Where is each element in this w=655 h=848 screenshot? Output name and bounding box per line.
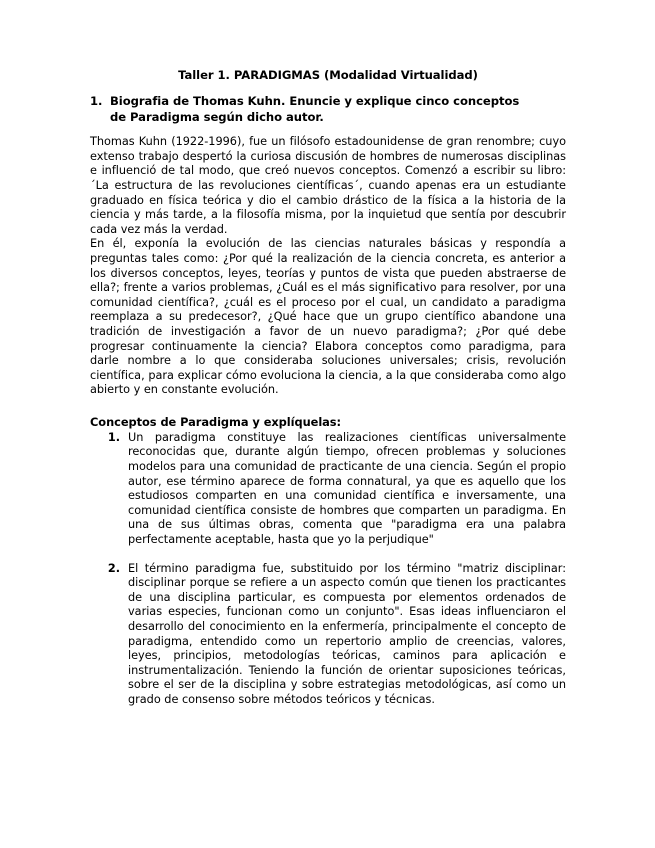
document-title: Taller 1. PARADIGMAS (Modalidad Virtualidad) [178, 68, 478, 82]
concepts-list [90, 431, 566, 708]
biography-paragraph-2: En él, exponía la evolución de las ciencias naturales básicas y respondía a preguntas tales como: ¿Por qué la realización de la ciencia concreta, es anterior a los diversos conceptos, leyes, teorías y puntos de vista que pueden abstraerse de ella?; frente a varios problemas, ¿Cuál es el más significativo para resolver, por una comunidad científica?, ¿cuál es el proceso por el cual, un candidato a paradigma reemplaza a su predecesor?, ¿Qué hace que un grupo científico abandone una tradición de investigación a favor de un nuevo paradigma?; ¿Por qué debe progresar continuamente la ciencia? Elabora conceptos como paradigma, para darle nombre a lo que consideraba soluciones universales; crisis, revolución científica, para explicar cómo evoluciona la ciencia, a la que consideraba como algo abierto y en constante evolución. [90, 237, 566, 397]
list-item [90, 562, 566, 708]
question-text: Biografia de Thomas Kuhn. Enuncie y explique cinco conceptos de Paradigma según dicho autor. [110, 94, 520, 124]
concept-number: 2. [107, 561, 120, 575]
section-spacer [90, 398, 566, 415]
concept-text: Un paradigma constituye las realizaciones científicas universalmente reconocidas que, durante algún tiempo, ofrecen problemas y soluciones modelos para una comunidad de practicante de una ciencia. Según el propio autor, ese término aparece de forma connatural, ya que es aquello que los estudiosos comparten en una comunidad científica e inversamente, una comunidad científica consiste de hombres que comparten un paradigma. En una de sus últimas obras, comenta que "paradigma era una palabra perfectamente aceptable, hasta que yo la perjudique" [128, 430, 566, 547]
concept-text: El término paradigma fue, substituido por los término "matriz disciplinar: disciplinar porque se refiere a un aspecto común que tienen los practicantes de una disciplina particular, es compuesta por elementos ordenados de varias especies, funcionan como un conjunto". Esas ideas influenciaron el desarrollo del conocimiento en la enfermería, principalmente el concepto de paradigma, entendido como un repertorio amplio de creencias, valores, leyes, principios, metodologías teóricas, caminos para aplicación e instrumentalización. Teniendo la función de orientar suposiciones teóricas, sobre el ser de la disciplina y sobre estrategias metodológicas, así como un grado de consenso sobre métodos teóricos y técnicas. [128, 561, 566, 706]
concept-number: 1. [107, 430, 120, 444]
biography-paragraph-1: Thomas Kuhn (1922-1996), fue un filósofo estadounidense de gran renombre; cuyo extenso trabajo despertó la curiosa discusión de hombres de numerosas disciplinas e influenció de tal modo, que creó nuevos conceptos. Comenzó a escribir su libro: ´La estructura de las revoluciones científicas´, cuando apenas era un estudiante graduado en física teórica y dio el cambio drástico de la física a la historia de la ciencia y más tarde, a la filosofía misma, por la inquietud que sentía por descubrir cada vez más la verdad. [90, 135, 566, 236]
question-number: 1. [90, 94, 103, 108]
question-heading [90, 94, 566, 125]
list-item [90, 431, 566, 548]
concepts-section-heading: Conceptos de Paradigma y explíquelas: [90, 414, 342, 429]
